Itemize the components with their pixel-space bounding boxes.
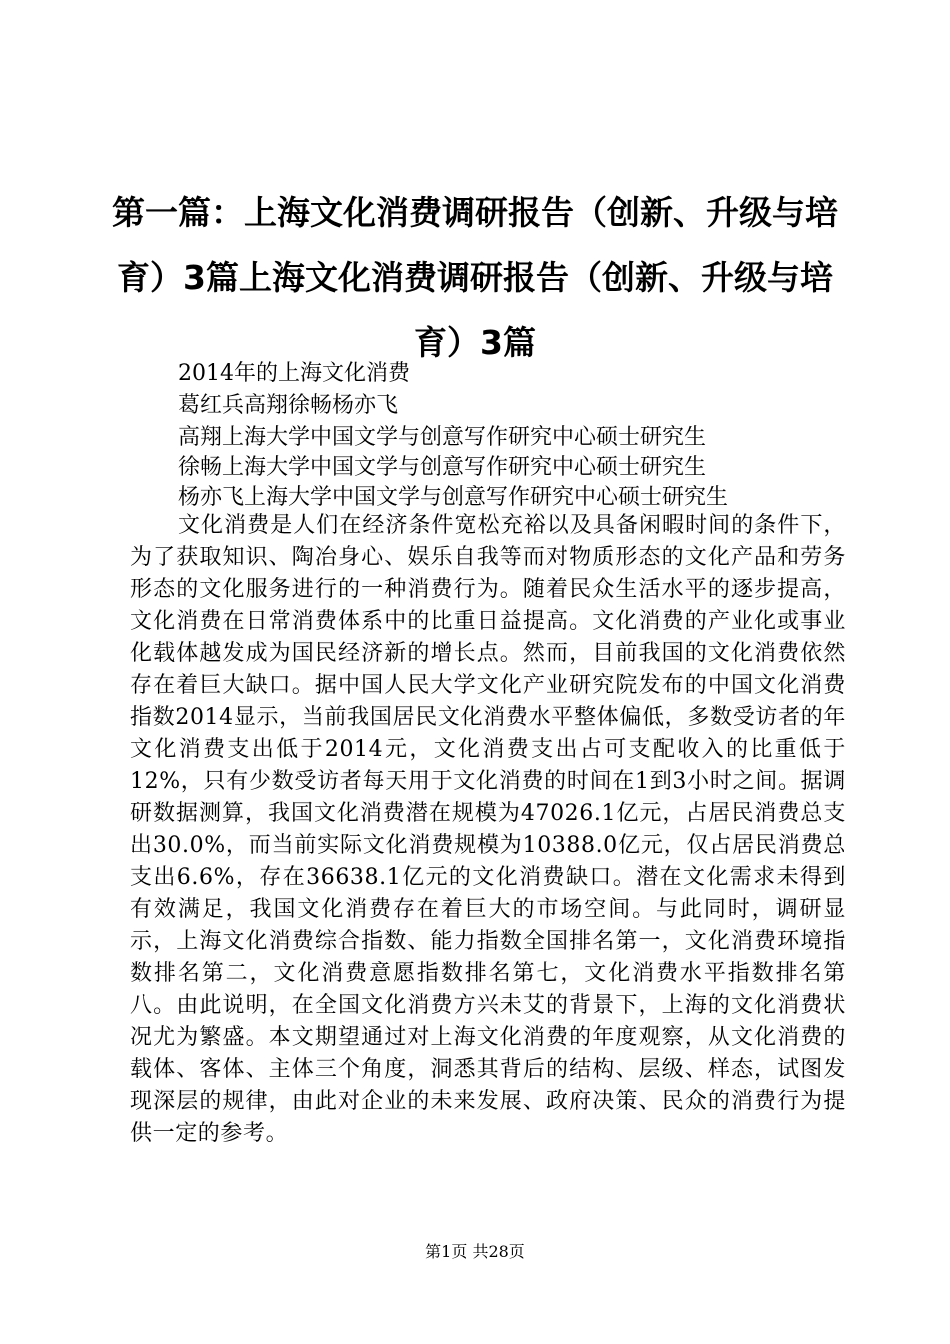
author-affiliation: 杨亦飞上海大学中国文学与创意写作研究中心硕士研究生 xyxy=(178,485,729,510)
author-list: 葛红兵高翔徐畅杨亦飞 xyxy=(178,393,399,418)
author-affiliation: 高翔上海大学中国文学与创意写作研究中心硕士研究生 xyxy=(178,425,707,450)
page-number: 第1页 共28页 xyxy=(425,1242,525,1261)
article-subtitle: 2014年的上海文化消费 xyxy=(178,361,410,386)
document-title: 第一篇：上海文化消费调研报告（创新、升级与培育）3篇上海文化消费调研报告（创新、升级与培育）3篇 xyxy=(112,193,838,362)
body-paragraph: 文化消费是人们在经济条件宽松充裕以及具备闲暇时间的条件下，为了获取知识、陶冶身心、娱乐自我等而对物质形态的文化产品和劳务形态的文化服务进行的一种消费行为。随着民众生活水平的逐步提高，文化消费在日常消费体系中的比重日益提高。文化消费的产业化或事业化载体越发成为国民经济新的增长点。然而，目前我国的文化消费依然存在着巨大缺口。据中国人民大学文化产业研究院发布的中国文化消费指数2014显示，当前我国居民文化消费水平整体偏低，多数受访者的年文化消费支出低于2014元，文化消费支出占可支配收入的比重低于12%，只有少数受访者每天用于文化消费的时间在1到3小时之间。据调研数据测算，我国文化消费潜在规模为47026.1亿元，占居民消费总支出30.0%，而当前实际文化消费规模为10388.0亿元，仅占居民消费总支出6.6%，存在36638.1亿元的文化消费缺口。潜在文化需求未得到有效满足，我国文化消费存在着巨大的市场空间。与此同时，调研显示，上海文化消费综合指数、能力指数全国排名第一，文化消费环境指数排名第二，文化消费意愿指数排名第七，文化消费水平指数排名第八。由此说明，在全国文化消费方兴未艾的背景下，上海的文化消费状况尤为繁盛。本文期望通过对上海文化消费的年度观察，从文化消费的载体、客体、主体三个角度，洞悉其背后的结构、层级、样态，试图发现深层的规律，由此对企业的未来发展、政府决策、民众的消费行为提供一定的参考。 xyxy=(130,513,846,1146)
author-affiliation: 徐畅上海大学中国文学与创意写作研究中心硕士研究生 xyxy=(178,455,707,480)
